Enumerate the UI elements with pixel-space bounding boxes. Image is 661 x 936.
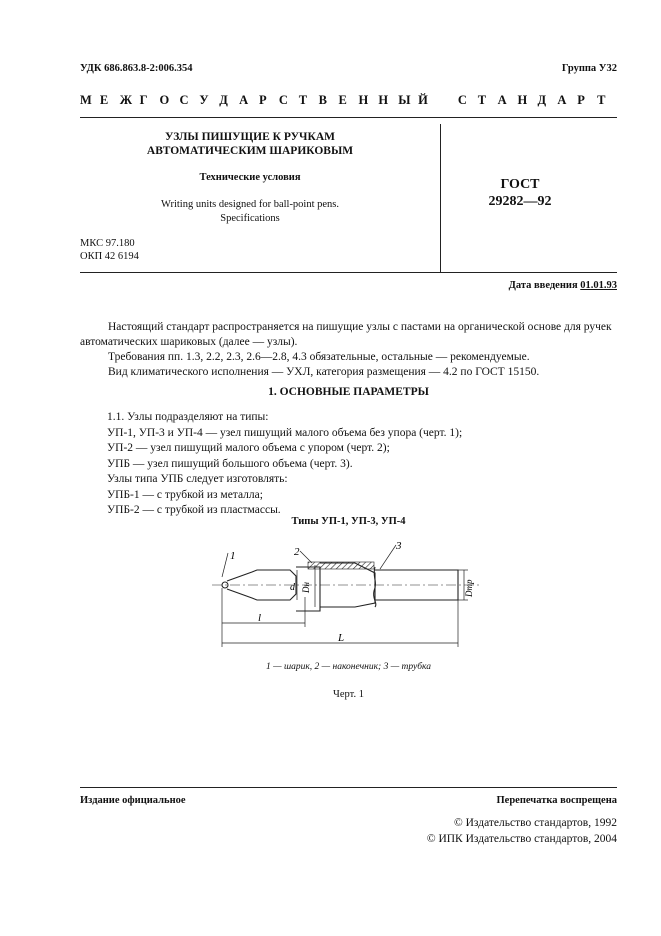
heading-letter: Т bbox=[477, 93, 487, 107]
heading-letter: Ы bbox=[398, 93, 411, 107]
intro-text bbox=[80, 320, 618, 380]
udk-code: УДК 686.863.8-2:006.354 bbox=[80, 63, 193, 74]
intro-paragraph-3: Вид климатического исполнения — УХЛ, категория размещения — 4.2 по ГОСТ 15150. bbox=[108, 366, 540, 378]
copyright-1992: © Издательство стандартов, 1992 bbox=[453, 817, 617, 829]
heading-letter: Ж bbox=[119, 93, 133, 107]
figure-legend: 1 — шарик, 2 — наконечник; 3 — трубка bbox=[266, 662, 431, 672]
heading-letter: Д bbox=[219, 93, 228, 107]
figure-title: Типы УП-1, УП-3, УП-4 bbox=[291, 516, 406, 527]
callout-1: 1 bbox=[230, 550, 236, 562]
english-title bbox=[80, 198, 420, 226]
pen-tip bbox=[222, 563, 375, 611]
heading-letter: С bbox=[278, 93, 288, 107]
header-rule bbox=[80, 117, 617, 118]
heading-letter: А bbox=[239, 93, 249, 107]
list-item: УП-2 — узел пишущий малого объема с упором (черт. 2); bbox=[107, 442, 390, 454]
list-item: 1.1. Узлы подразделяют на типы: bbox=[107, 411, 269, 423]
callout-2: 2 bbox=[294, 546, 300, 558]
intro-date-label: Дата введения bbox=[508, 280, 578, 291]
heading-letter: Р bbox=[577, 93, 585, 107]
gost-number: 29282—92 bbox=[488, 194, 552, 209]
document-title bbox=[80, 130, 420, 158]
gost-designation bbox=[440, 176, 600, 210]
heading-letter: А bbox=[557, 93, 567, 107]
figure-caption: Черт. 1 bbox=[333, 689, 364, 700]
classification-codes bbox=[80, 237, 139, 263]
hatched-section bbox=[308, 562, 374, 569]
list-item: УПБ — узел пишущий большого объема (черт. 3). bbox=[107, 457, 353, 470]
copyright-block bbox=[427, 815, 617, 847]
title-rule bbox=[80, 272, 617, 273]
list-item: Узлы типа УПБ следует изготовлять: bbox=[107, 473, 288, 485]
gost-label: ГОСТ bbox=[500, 177, 540, 192]
list-item: УПБ-1 — с трубкой из металла; bbox=[107, 488, 263, 501]
title-line-1: УЗЛЫ ПИШУЩИЕ К РУЧКАМ bbox=[165, 131, 335, 143]
heading-letter: Н bbox=[378, 93, 389, 107]
writing-unit-drawing bbox=[200, 535, 490, 655]
heading-letter: А bbox=[497, 93, 507, 107]
dim-dtr-label: Dтр bbox=[464, 579, 474, 597]
heading-letter: Д bbox=[537, 93, 547, 107]
heading-letter: В bbox=[318, 93, 327, 107]
official-edition: Издание официальное bbox=[80, 795, 186, 806]
okp-code: ОКП 42 6194 bbox=[80, 251, 139, 262]
heading-letter: Е bbox=[338, 93, 347, 107]
heading-letter: Р bbox=[259, 93, 267, 107]
heading-letter: Г bbox=[139, 93, 148, 107]
heading-letter: Й bbox=[418, 93, 428, 107]
copyright-2004: © ИПК Издательство стандартов, 2004 bbox=[426, 833, 617, 845]
callout-3: 3 bbox=[396, 540, 402, 552]
footer-rule bbox=[80, 787, 617, 788]
heading-letter: Н bbox=[358, 93, 369, 107]
title-line-2: АВТОМАТИЧЕСКИМ ШАРИКОВЫМ bbox=[146, 145, 354, 157]
dim-L-label: L bbox=[338, 632, 345, 644]
group-code: Группа У32 bbox=[561, 63, 617, 74]
dimension-lines bbox=[222, 545, 468, 647]
dim-d-label: d bbox=[290, 582, 295, 593]
english-line-1: Writing units designed for ball-point pens. bbox=[160, 199, 340, 210]
reprint-prohibited: Перепечатка воспрещена bbox=[496, 795, 617, 806]
english-line-2: Specifications bbox=[220, 213, 280, 224]
dim-l-label: l bbox=[258, 612, 262, 624]
vertical-divider bbox=[440, 124, 441, 272]
intro-paragraph-2: Требования пп. 1.3, 2.2, 2.3, 2.6—2.8, 4.3 обязательные, остальные — рекомендуемые. bbox=[108, 351, 530, 363]
interstate-standard-heading bbox=[80, 93, 617, 109]
types-list bbox=[107, 410, 462, 519]
heading-letter: Е bbox=[99, 93, 109, 107]
heading-letter: С bbox=[179, 93, 189, 107]
section-heading: 1. ОСНОВНЫЕ ПАРАМЕТРЫ bbox=[268, 386, 429, 398]
document-subtitle: Технические условия bbox=[199, 172, 301, 183]
intro-date-value: 01.01.93 bbox=[580, 280, 617, 291]
dim-dn-label: Dн bbox=[301, 582, 311, 593]
heading-letter: Т bbox=[597, 93, 606, 107]
tube bbox=[374, 567, 458, 607]
list-item: УПБ-2 — с трубкой из пластмассы. bbox=[107, 504, 281, 516]
heading-letter: С bbox=[457, 93, 467, 107]
heading-letter: У bbox=[199, 93, 209, 107]
intro-date bbox=[509, 280, 617, 291]
heading-letter: Н bbox=[517, 93, 528, 107]
heading-letter: М bbox=[80, 93, 92, 107]
heading-letter: О bbox=[159, 93, 170, 107]
list-item: УП-1, УП-3 и УП-4 — узел пишущий малого объема без упора (черт. 1); bbox=[107, 426, 463, 439]
heading-letter: Т bbox=[298, 93, 308, 107]
intro-paragraph-1: Настоящий стандарт распространяется на пишущие узлы с пастами на органической основе для ручек автоматических шариковых (далее — узлы). bbox=[80, 321, 612, 348]
mks-code: МКС 97.180 bbox=[80, 238, 135, 249]
